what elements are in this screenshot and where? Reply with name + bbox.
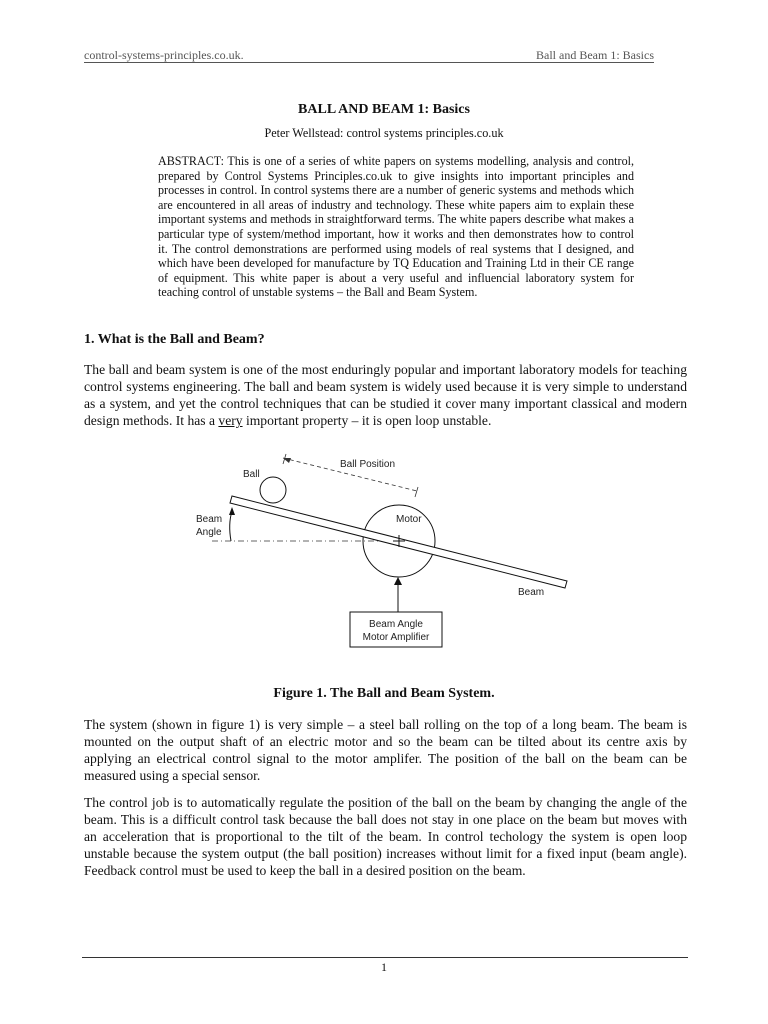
ball-shape (260, 477, 286, 503)
author-line: Peter Wellstead: control systems principles.co.uk (264, 126, 504, 140)
paragraph-system-description: The system (shown in figure 1) is very simple – a steel ball rolling on the top of a long beam. The beam is mounted on the output shaft of an electric motor and so the beam can be tilted about its centre axis by applying an electrical control signal to the motor amplifer. The position of the ball on the beam can be measured using a special sensor. (84, 717, 687, 784)
label-beam-angle-line2: Angle (196, 527, 222, 538)
intro-text-end: important property – it is open loop unstable. (242, 413, 492, 429)
amplifier-arrowhead (394, 577, 402, 585)
label-ball: Ball (243, 469, 260, 480)
label-beam-angle-line1: Beam (196, 514, 223, 525)
label-ball-position: Ball Position (340, 459, 396, 470)
label-amplifier-line2: Motor Amplifier (362, 632, 430, 643)
header-site: control-systems-principles.co.uk. (84, 48, 244, 62)
ball-beam-diagram (0, 440, 768, 655)
header-doc-title: Ball and Beam 1: Basics (536, 48, 654, 62)
abstract: ABSTRACT: This is one of a series of white papers on systems modelling, analysis and control, prepared by Control Systems Principles.co.uk to give insights into important principles and processes in control. In control systems there are a number of generic systems and methods which are encountered in all areas of industry and technology. These white papers aim to explain these important systems and methods in straightforward terms. The white papers describe what makes a particular type of system/method important, how it works and then demonstrates how to control it. The control demonstrations are performed using models of real systems that I designed, and which have been developed for manufacture by TQ Education and Training Ltd in their CE range of equipment. This white paper is about a very useful and influencial laboratory system for teaching control of unstable systems – the Ball and Beam System. (158, 154, 634, 300)
beam-angle-arc (230, 511, 232, 541)
label-motor: Motor (396, 514, 422, 525)
running-header (84, 48, 654, 63)
footer-rule (82, 957, 688, 958)
beam-angle-arrowhead (229, 507, 235, 515)
label-beam: Beam (518, 587, 545, 598)
dimension-tick-right (415, 487, 418, 497)
figure-caption: Figure 1. The Ball and Beam System. (273, 686, 495, 701)
paragraph-intro (84, 361, 687, 429)
label-amplifier-line1: Beam Angle (369, 619, 423, 630)
paragraph-control-job: The control job is to automatically regulate the position of the ball on the beam by changing the angle of the beam. This is a difficult control task because the ball does not stay in one place on the beam but moves with an acceleration that is proportional to the tilt of the beam. In control techology the system is open loop unstable because the system output (the ball position) increases without limit for a fixed input (beam angle). Feedback control must be used to keep the ball in a desired position on the beam. (84, 795, 687, 879)
section-heading: 1. What is the Ball and Beam? (84, 332, 265, 347)
intro-underlined-word: very (218, 413, 243, 429)
paper-title: BALL AND BEAM 1: Basics (298, 102, 470, 117)
intro-text-start: The ball and beam system is one of the most enduringly popular and important laboratory models for teaching control systems engineering. The ball and beam system is widely used because it is very simple to understand as a system, and yet the control techniques that can be studied it cover many important classical and modern design methods. It has a (84, 362, 687, 429)
page-number: 1 (381, 960, 387, 974)
